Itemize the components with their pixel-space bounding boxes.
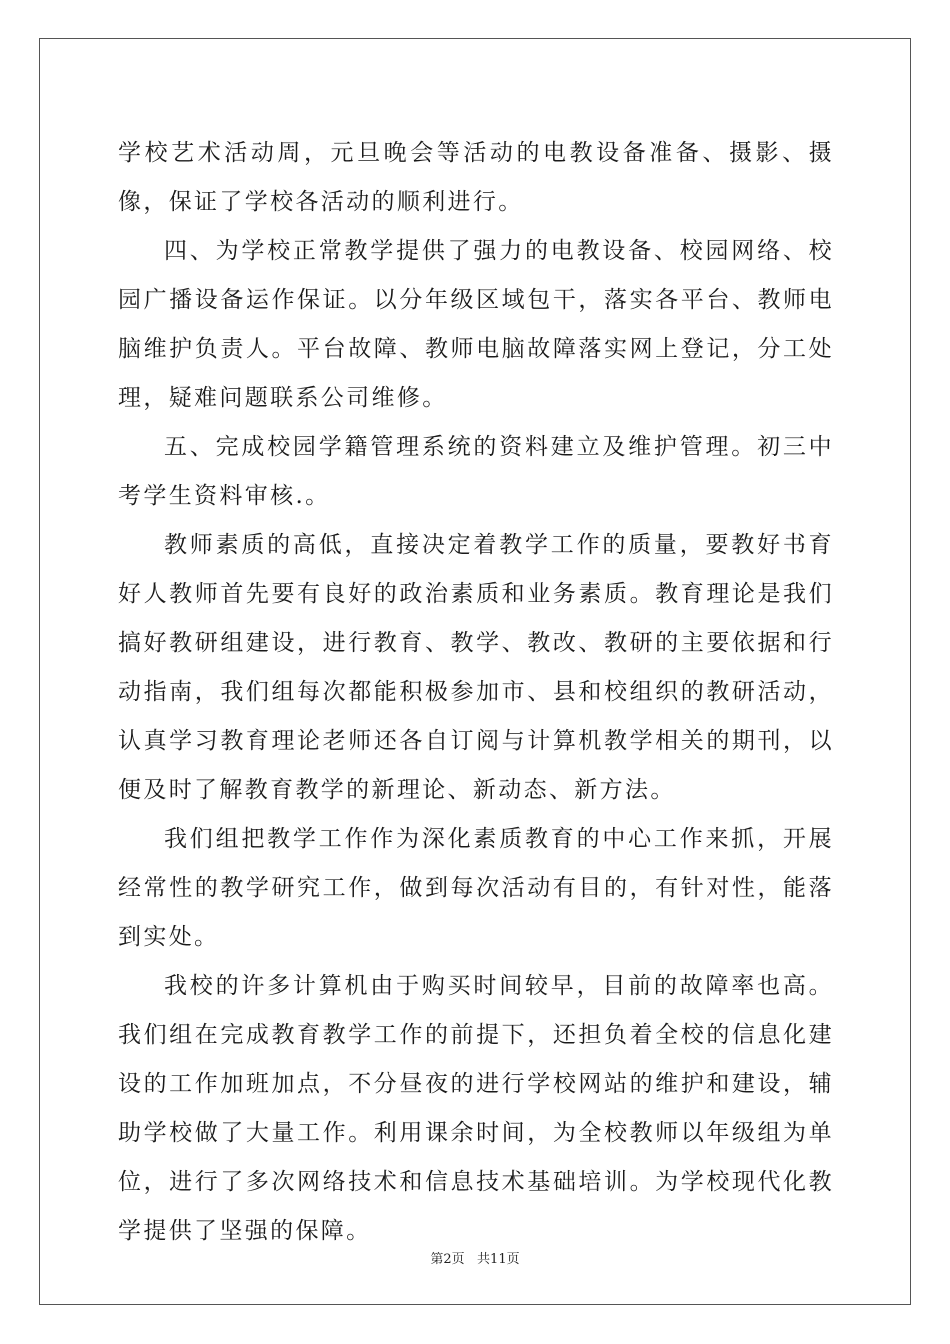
paragraph-6: 我校的许多计算机由于购买时间较早，目前的故障率也高。我们组在完成教育教学工作的前提下，还担负着全校的信息化建设的工作加班加点，不分昼夜的进行学校网站的维护和建设，辅助学校做了大量工作。利用课余时间，为全校教师以年级组为单位，进行了多次网络技术和信息技术基础培训。为学校现代化教学提供了坚强的保障。: [118, 973, 834, 1244]
paragraph-4: 教师素质的高低，直接决定着教学工作的质量，要教好书育好人教师首先要有良好的政治素质和业务素质。教育理论是我们搞好教研组建设，进行教育、教学、教改、教研的主要依据和行动指南，我们组每次都能积极参加市、县和校组织的教研活动，认真学习教育理论老师还各自订阅与计算机教学相关的期刊，以便及时了解教育教学的新理论、新动态、新方法。: [118, 532, 834, 803]
paragraph-5: 我们组把教学工作作为深化素质教育的中心工作来抓，开展经常性的教学研究工作，做到每次活动有目的，有针对性，能落到实处。: [118, 826, 834, 950]
paragraph-3: 五、完成校园学籍管理系统的资料建立及维护管理。初三中考学生资料审核.。: [118, 434, 834, 509]
paragraph-2: 四、为学校正常教学提供了强力的电教设备、校园网络、校园广播设备运作保证。以分年级区域包干，落实各平台、教师电脑维护负责人。平台故障、教师电脑故障落实网上登记，分工处理，疑难问题联系公司维修。: [118, 238, 834, 411]
page-number-footer: 第2页 共11页: [430, 1252, 520, 1267]
document-body: [118, 129, 834, 1256]
paragraph-1: 学校艺术活动周，元旦晚会等活动的电教设备准备、摄影、摄像，保证了学校各活动的顺利进行。: [118, 140, 834, 215]
